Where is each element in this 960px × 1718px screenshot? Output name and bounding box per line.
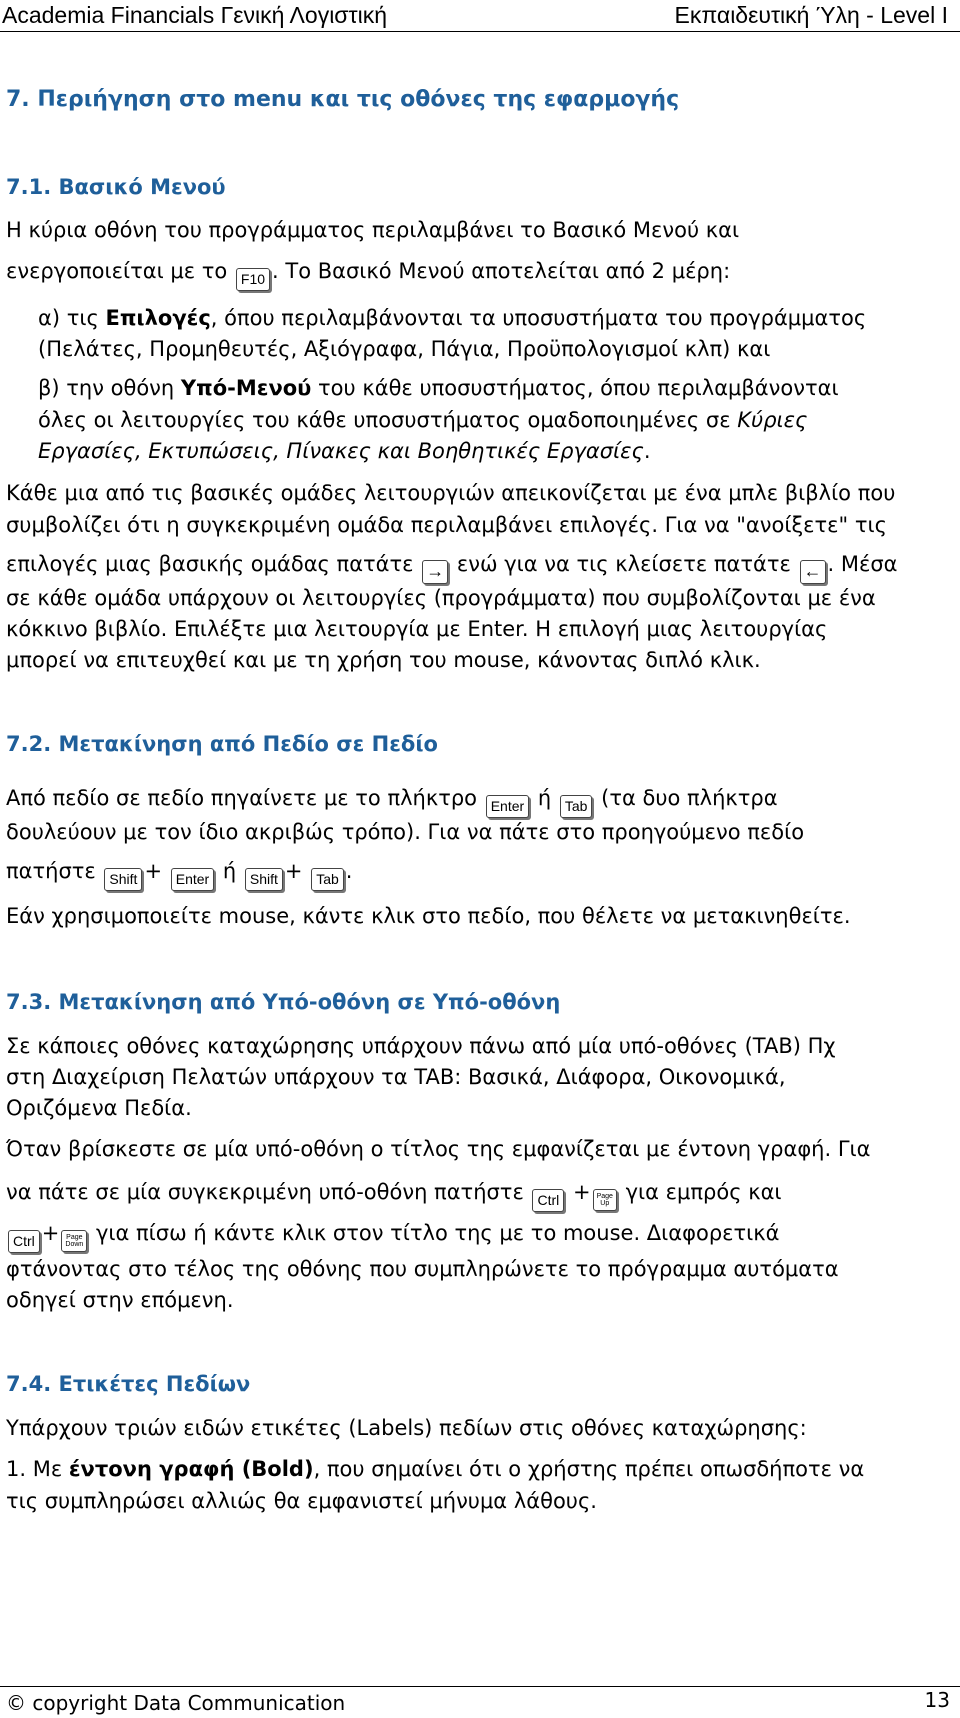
list-item-b: β) την οθόνη Υπό-Μενού του κάθε υποσυστήματος, όπου περιλαμβάνονται	[38, 376, 839, 400]
paragraph-line: Εάν χρησιμοποιείτε mouse, κάντε κλικ στο πεδίο, που θέλετε να μετακινηθείτε.	[6, 904, 851, 928]
paragraph-line: επιλογές μιας βασικής ομάδας πατάτε → ενώ για να τις κλείσετε πατάτε ← . Μέσα	[6, 550, 898, 584]
header-level: Εκπαιδευτική Ύλη - Level I	[674, 2, 948, 28]
paragraph-line: ενεργοποιείται με το F10 . Το Βασικό Μενού αποτελείται από 2 μέρη:	[6, 257, 730, 291]
paragraph-line: Σε κάποιες οθόνες καταχώρησης υπάρχουν πάνω από μία υπό-οθόνες (TAB) Πχ	[6, 1034, 836, 1058]
paragraph-line: Κάθε μια από τις βασικές ομάδες λειτουργιών απεικονίζεται με ένα μπλε βιβλίο που	[6, 481, 896, 505]
paragraph-line: κόκκινο βιβλίο. Επιλέξτε μια λειτουργία με Enter. Η επιλογή μιας λειτουργίας	[6, 617, 828, 641]
ctrl-key-icon: Ctrl	[532, 1189, 564, 1212]
paragraph-line: Από πεδίο σε πεδίο πηγαίνετε με το πλήκτρο Enter ή Tab (τα δυο πλήκτρα	[6, 784, 778, 818]
arrow-left-key-icon: ←	[800, 560, 826, 584]
paragraph-line: στη Διαχείριση Πελατών υπάρχουν τα TAB: Βασικά, Διάφορα, Οικονομικά,	[6, 1065, 786, 1089]
header-rule	[0, 31, 960, 32]
paragraph-line: να πάτε σε μία συγκεκριμένη υπό-οθόνη πατήστε Ctrl + Page Up για εμπρός και	[6, 1178, 782, 1212]
paragraph-line: Η κύρια οθόνη του προγράμματος περιλαμβάνει το Βασικό Μενού και	[6, 218, 740, 242]
paragraph-line: δουλεύουν με τον ίδιο ακριβώς τρόπο). Για να πάτε στο προηγούμενο πεδίο	[6, 820, 805, 844]
enter-key-icon: Enter	[486, 795, 529, 818]
page-up-key-icon: Page Up	[593, 1189, 617, 1211]
paragraph-line: Όταν βρίσκεστε σε μία υπό-οθόνη ο τίτλος της εμφανίζεται με έντονη γραφή. Για	[6, 1137, 871, 1161]
paragraph-line: Ctrl + Page Down για πίσω ή κάντε κλικ στον τίτλο της με το mouse. Διαφορετικά	[6, 1219, 779, 1253]
tab-key-icon: Tab	[560, 795, 593, 818]
paragraph-line: οδηγεί στην επόμενη.	[6, 1288, 234, 1312]
footer-rule	[0, 1686, 960, 1687]
tab-key-icon: Tab	[311, 868, 344, 891]
header-title: Academia Financials Γενική Λογιστική	[2, 2, 387, 28]
list-item-b-cont: όλες οι λειτουργίες του κάθε υποσυστήματος ομαδοποιημένες σε Κύριες	[38, 408, 808, 432]
paragraph-line: φτάνοντας στο τέλος της οθόνης που συμπληρώνετε το πρόγραμμα αυτόματα	[6, 1257, 839, 1281]
page-footer	[0, 1686, 960, 1718]
list-item-b-cont: Εργασίες, Εκτυπώσεις, Πίνακες και Βοηθητικές Εργασίες.	[38, 439, 651, 463]
ctrl-key-icon: Ctrl	[8, 1230, 40, 1253]
footer-copyright: © copyright Data Communication	[6, 1691, 346, 1715]
shift-key-icon: Shift	[245, 868, 283, 891]
page-down-key-icon: Page Down	[61, 1230, 87, 1252]
list-item-1: 1. Με έντονη γραφή (Bold), που σημαίνει ότι ο χρήστης πρέπει οπωσδήποτε να	[6, 1457, 865, 1481]
page-header	[0, 0, 960, 30]
paragraph-line: μπορεί να επιτευχθεί και με τη χρήση του mouse, κάνοντας διπλό κλικ.	[6, 648, 761, 672]
shift-key-icon: Shift	[104, 868, 142, 891]
paragraph-line: πατήστε Shift + Enter ή Shift + Tab .	[6, 857, 352, 891]
section-heading-7-4: 7.4. Ετικέτες Πεδίων	[6, 1372, 251, 1396]
list-item-a: α) τις Επιλογές, όπου περιλαμβάνονται τα υποσυστήματα του προγράμματος	[38, 306, 867, 330]
section-heading-7-1: 7.1. Βασικό Μενού	[6, 175, 226, 199]
list-item-1-cont: τις συμπληρώσει αλλιώς θα εμφανιστεί μήνυμα λάθους.	[6, 1489, 597, 1513]
paragraph-line: σε κάθε ομάδα υπάρχουν οι λειτουργίες (προγράμματα) που συμβολίζονται με ένα	[6, 586, 876, 610]
paragraph-line: Υπάρχουν τριών ειδών ετικέτες (Labels) πεδίων στις οθόνες καταχώρησης:	[6, 1416, 807, 1440]
enter-key-icon: Enter	[171, 868, 214, 891]
f10-key-icon: F10	[236, 268, 270, 291]
paragraph-line: συμβολίζει ότι η συγκεκριμένη ομάδα περιλαμβάνει επιλογές. Για να "ανοίξετε" τις	[6, 513, 887, 537]
section-heading-7-2: 7.2. Μετακίνηση από Πεδίο σε Πεδίο	[6, 732, 438, 756]
chapter-heading: 7. Περιήγηση στο menu και τις οθόνες της εφαρμογής	[6, 87, 680, 112]
section-heading-7-3: 7.3. Μετακίνηση από Υπό-οθόνη σε Υπό-οθόνη	[6, 990, 561, 1014]
paragraph-line: Οριζόμενα Πεδία.	[6, 1096, 192, 1120]
page-number: 13	[924, 1688, 950, 1712]
list-item-a-cont: (Πελάτες, Προμηθευτές, Αξιόγραφα, Πάγια, Προϋπολογισμοί κλπ) και	[38, 337, 771, 361]
arrow-right-key-icon: →	[422, 560, 448, 584]
